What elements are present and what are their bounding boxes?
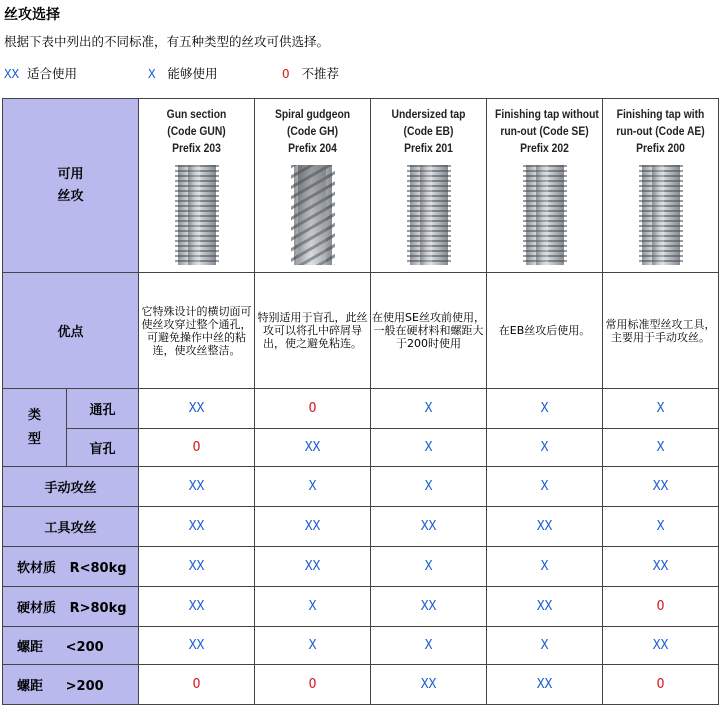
value-cell: XX bbox=[139, 467, 255, 507]
legend-label: 能够使用 bbox=[167, 66, 218, 81]
value-cell: XX bbox=[139, 507, 255, 547]
gun-tap-icon bbox=[158, 165, 236, 265]
tap-name: Finishing tap without bbox=[495, 107, 599, 121]
value-cell: XX bbox=[139, 389, 255, 429]
row-sublabel: R<80kg bbox=[69, 561, 127, 576]
tap-header-finishing bbox=[487, 99, 603, 273]
table-row bbox=[3, 665, 719, 705]
tap-header-spiral bbox=[255, 99, 371, 273]
value-cell: XX bbox=[603, 627, 719, 665]
value-cell: X bbox=[371, 547, 487, 587]
spiral-tap-icon bbox=[274, 165, 352, 265]
tap-code: (Code EB) bbox=[403, 124, 454, 138]
advantage-row bbox=[3, 273, 719, 389]
tap-prefix: Prefix 201 bbox=[404, 141, 453, 155]
tap-code: run-out (Code SE) bbox=[500, 124, 589, 138]
legend bbox=[4, 64, 720, 84]
tap-selection-table bbox=[2, 98, 719, 705]
value-cell: X bbox=[487, 627, 603, 665]
advantage-cell: 特别适用于盲孔，此丝攻可以将孔中碎屑导出，使之避免粘连。 bbox=[255, 273, 371, 389]
table-row bbox=[3, 389, 719, 429]
value-cell: X bbox=[603, 389, 719, 429]
value-cell: XX bbox=[139, 547, 255, 587]
value-cell: O bbox=[139, 429, 255, 467]
legend-label: 适合使用 bbox=[27, 66, 78, 81]
header-row bbox=[3, 99, 719, 273]
advantage-cell: 它特殊设计的横切面可使丝攻穿过整个通孔，可避免操作中丝的粘连，使攻丝整洁。 bbox=[139, 273, 255, 389]
value-cell: XX bbox=[371, 587, 487, 627]
table-row bbox=[3, 547, 719, 587]
value-cell: XX bbox=[255, 547, 371, 587]
legend-symbol: X bbox=[148, 66, 156, 81]
advantage-cell: 常用标准型丝攻工具，主要用于手动攻丝。 bbox=[603, 273, 719, 389]
value-cell: X bbox=[371, 627, 487, 665]
finishing-tap-icon bbox=[506, 165, 584, 265]
tap-code: run-out (Code AE) bbox=[616, 124, 705, 138]
row-label-soft bbox=[3, 547, 139, 587]
legend-label: 不推荐 bbox=[301, 66, 339, 81]
row-label-pitch-large bbox=[3, 665, 139, 705]
value-cell: X bbox=[255, 587, 371, 627]
advantage-cell: 在EB丝攻后使用。 bbox=[487, 273, 603, 389]
value-cell: X bbox=[255, 467, 371, 507]
value-cell: XX bbox=[371, 507, 487, 547]
value-cell: O bbox=[603, 665, 719, 705]
row-label-pitch-small bbox=[3, 627, 139, 665]
legend-item-usable bbox=[148, 64, 217, 82]
value-cell: O bbox=[603, 587, 719, 627]
value-cell: X bbox=[603, 429, 719, 467]
table-row bbox=[3, 587, 719, 627]
value-cell: XX bbox=[603, 547, 719, 587]
tap-prefix: Prefix 202 bbox=[520, 141, 569, 155]
value-cell: O bbox=[255, 665, 371, 705]
value-cell: X bbox=[255, 627, 371, 665]
tap-name: Undersized tap bbox=[391, 107, 466, 121]
tap-prefix: Prefix 204 bbox=[288, 141, 337, 155]
row-label: 硬材质 bbox=[17, 601, 57, 616]
value-cell: XX bbox=[487, 587, 603, 627]
tap-code: (Code GUN) bbox=[167, 124, 226, 138]
value-cell: XX bbox=[255, 507, 371, 547]
value-cell: X bbox=[487, 429, 603, 467]
value-cell: X bbox=[371, 429, 487, 467]
runout-tap-icon bbox=[622, 165, 700, 265]
value-cell: X bbox=[487, 389, 603, 429]
tap-header-gun bbox=[139, 99, 255, 273]
legend-item-suitable bbox=[4, 64, 77, 82]
value-cell: XX bbox=[139, 587, 255, 627]
page-title: 丝攻选择 bbox=[4, 7, 60, 23]
value-cell: O bbox=[139, 665, 255, 705]
page-description: 根据下表中列出的不同标准，有五种类型的丝攻可供选择。 bbox=[4, 34, 330, 49]
tap-prefix: Prefix 203 bbox=[172, 141, 221, 155]
row-label: 螺距 bbox=[17, 679, 44, 694]
tap-header-runout bbox=[603, 99, 719, 273]
tap-prefix: Prefix 200 bbox=[636, 141, 685, 155]
row-label: 工具攻丝 bbox=[3, 507, 139, 547]
row-label: 手动攻丝 bbox=[3, 467, 139, 507]
tap-name: Gun section bbox=[166, 107, 227, 121]
value-cell: XX bbox=[487, 665, 603, 705]
row-sublabel: R>80kg bbox=[69, 601, 127, 616]
advantage-cell: 在使用SE丝攻前使用，一般在硬材料和螺距大于200时使用 bbox=[371, 273, 487, 389]
row-label: 螺距 bbox=[17, 640, 44, 655]
value-cell: O bbox=[255, 389, 371, 429]
row-sublabel: >200 bbox=[65, 679, 104, 694]
tap-name: Spiral gudgeon bbox=[274, 107, 351, 121]
row-label: 通孔 bbox=[67, 389, 139, 429]
value-cell: X bbox=[371, 467, 487, 507]
header-label-cell: 可用 丝攻 bbox=[3, 99, 139, 273]
advantage-label: 优点 bbox=[3, 273, 139, 389]
table-row bbox=[3, 429, 719, 467]
table-row bbox=[3, 507, 719, 547]
value-cell: X bbox=[487, 547, 603, 587]
table-row bbox=[3, 627, 719, 665]
row-label-hard bbox=[3, 587, 139, 627]
tap-header-undersized bbox=[371, 99, 487, 273]
value-cell: XX bbox=[255, 429, 371, 467]
tap-code: (Code GH) bbox=[286, 124, 339, 138]
value-cell: XX bbox=[487, 507, 603, 547]
table-row bbox=[3, 467, 719, 507]
value-cell: XX bbox=[371, 665, 487, 705]
legend-symbol: XX bbox=[4, 66, 20, 81]
tap-name: Finishing tap with bbox=[616, 107, 705, 121]
row-sublabel: <200 bbox=[65, 640, 104, 655]
row-label: 软材质 bbox=[17, 561, 57, 576]
undersized-tap-icon bbox=[390, 165, 468, 265]
legend-item-not-recommended bbox=[282, 64, 339, 82]
legend-symbol: O bbox=[282, 66, 290, 81]
value-cell: X bbox=[487, 467, 603, 507]
row-label: 盲孔 bbox=[67, 429, 139, 467]
value-cell: X bbox=[603, 507, 719, 547]
value-cell: XX bbox=[603, 467, 719, 507]
value-cell: X bbox=[371, 389, 487, 429]
type-label: 类型 bbox=[3, 389, 67, 467]
value-cell: XX bbox=[139, 627, 255, 665]
